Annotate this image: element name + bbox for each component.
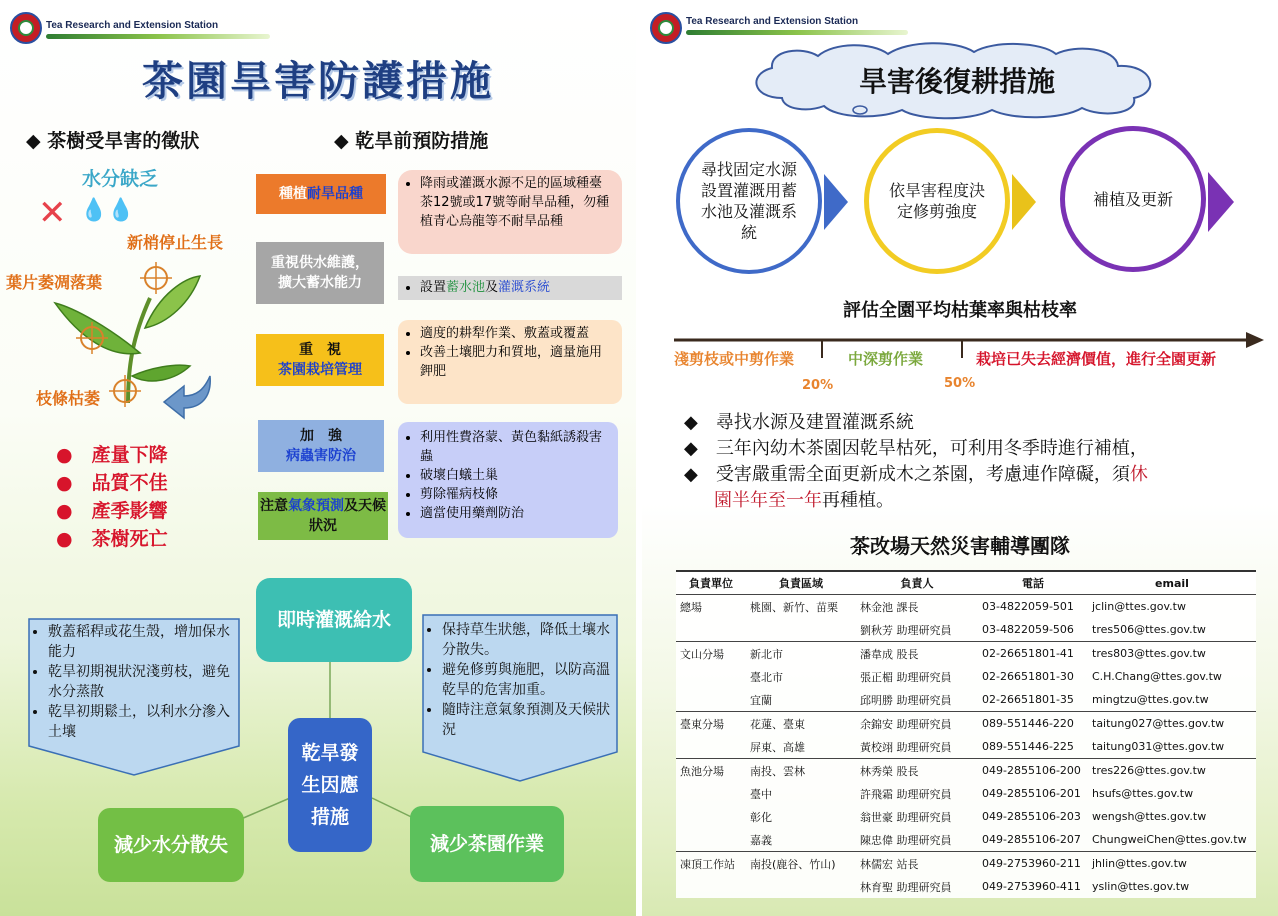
right-title: 旱害後復耕措施 <box>858 65 1055 98</box>
table-row <box>676 828 1256 852</box>
cell-area <box>746 618 856 642</box>
cell-person: 林秀榮 股長 <box>856 759 978 783</box>
cell-person: 邱明勝 助理研究員 <box>860 693 952 707</box>
team-table <box>676 570 1256 898</box>
cell-phone: 049-2855106-203 <box>982 810 1081 823</box>
table-row <box>676 735 1256 759</box>
cell-phone: 02-26651801-30 <box>982 670 1074 683</box>
recovery-bullet-2: ◆ 三年內幼木茶園因乾旱枯死，可利用冬季時進行補植， <box>684 438 1148 459</box>
cell-person: 黃校翊 助理研究員 <box>860 740 952 754</box>
down-arrow-icon <box>160 372 220 424</box>
table-row <box>676 665 1256 688</box>
cell-area: 桃園、新竹、苗栗 <box>750 600 838 614</box>
cell-unit <box>676 875 746 898</box>
team-title: 茶改場天然災害輔導團隊 <box>850 534 1070 558</box>
symptoms-heading: ◆ 茶樹受旱害的徵狀 <box>26 130 200 152</box>
col-area: 負責區域 <box>746 571 856 595</box>
cell-unit: 魚池分場 <box>676 759 746 783</box>
leaf-wilt-label: 葉片萎凋落葉 <box>6 273 103 292</box>
cell-person: 林育聖 助理研究員 <box>860 880 952 894</box>
page-title: 茶園旱害防護措施 <box>142 57 494 105</box>
prevention-heading: ◆ 乾旱前預防措施 <box>334 130 489 152</box>
water-shortage-label: 水分缺乏 <box>82 168 159 190</box>
station-logo-icon <box>10 12 42 44</box>
cell-unit <box>676 665 746 688</box>
prevention-detail-cultivation: • 適度的耕犁作業、敷蓋或覆蓋 • 改善土壤肥力和質地，適量施用鉀肥 <box>398 320 622 404</box>
cell-email[interactable]: taitung031@ttes.gov.tw <box>1092 740 1225 753</box>
cell-person: 張正楣 助理研究員 <box>860 670 952 684</box>
cell-email[interactable]: hsufs@ttes.gov.tw <box>1092 787 1194 800</box>
reduce-work-box: 減少茶園作業 <box>410 806 564 882</box>
recovery-bullet-3: ◆ 受害嚴重需全面更新成木之茶園，考慮連作障礙，須休 <box>684 464 1148 485</box>
cell-person: 劉秋芳 助理研究員 <box>860 623 952 637</box>
process-step-3: 補植及更新 <box>1060 126 1206 272</box>
cell-phone: 02-26651801-35 <box>982 693 1074 706</box>
prevention-label-water-storage: 重視供水維護， 擴大蓄水能力 <box>256 242 384 304</box>
cell-unit <box>676 735 746 759</box>
cell-email[interactable]: ChungweiChen@ttes.gov.tw <box>1092 833 1247 846</box>
cell-person: 余錦安 助理研究員 <box>856 712 978 736</box>
station-name-right: Tea Research and Extension Station <box>686 16 859 27</box>
header-green-bar-right <box>686 30 908 35</box>
cell-area: 屏東、高雄 <box>750 740 805 754</box>
cell-area: 臺北市 <box>750 670 783 684</box>
scale-50-percent: 50% <box>944 376 976 391</box>
station-name: Tea Research and Extension Station <box>46 20 219 31</box>
cell-area: 南投、雲林 <box>746 759 856 783</box>
cell-area: 花蓮、臺東 <box>746 712 856 736</box>
cell-phone: 089-551446-225 <box>982 740 1074 753</box>
cell-phone: 049-2855106-201 <box>982 787 1081 800</box>
cell-unit <box>676 805 746 828</box>
cell-email[interactable]: jhlin@ttes.gov.tw <box>1088 852 1256 876</box>
prevention-detail-pest-control: • 利用性費洛蒙、黃色黏紙誘殺害蟲 • 破壞白蟻土巢 • 剪除罹病枝條 • 適當使用藥劑防治 <box>398 422 618 538</box>
col-person: 負責人 <box>856 571 978 595</box>
recovery-bullet-1: ◆ 尋找水源及建置灌溉系統 <box>684 412 914 433</box>
cell-person: 陳忠偉 助理研究員 <box>860 833 952 847</box>
cell-phone: 089-551446-220 <box>978 712 1088 736</box>
cell-email[interactable]: wengsh@ttes.gov.tw <box>1092 810 1207 823</box>
cell-email[interactable]: C.H.Chang@ttes.gov.tw <box>1092 670 1222 683</box>
cell-phone: 049-2855106-200 <box>978 759 1088 783</box>
cell-unit: 總場 <box>680 600 702 614</box>
cell-unit: 臺東分場 <box>676 712 746 736</box>
cell-person: 許飛霜 助理研究員 <box>860 787 952 801</box>
impact-3: ● 產季影響 <box>56 500 168 522</box>
right-poster <box>642 0 1278 916</box>
water-drops-icon: 💧💧 <box>80 198 135 223</box>
cell-area: 嘉義 <box>750 833 772 847</box>
scale-segment-3: 栽培已失去經濟價值，進行全園更新 <box>976 350 1217 368</box>
irrigate-box: 即時灌溉給水 <box>256 578 412 662</box>
right-callout-text: • 保持草生狀態，降低土壤水分散失。 • 避免修剪與施肥，以防高溫乾旱的危害加重。 • 隨時注意氣象預測及天候狀況 <box>428 620 614 740</box>
table-row <box>676 595 1256 619</box>
cell-phone: 049-2855106-207 <box>982 833 1081 846</box>
reduce-water-loss-box: 減少水分散失 <box>98 808 244 882</box>
cell-email[interactable]: taitung027@ttes.gov.tw <box>1088 712 1256 736</box>
cell-person: 潘韋成 股長 <box>856 642 978 666</box>
cell-email[interactable]: tres506@ttes.gov.tw <box>1092 623 1206 636</box>
cell-unit <box>676 782 746 805</box>
cell-phone: 049-2753960-411 <box>982 880 1081 893</box>
cell-person: 林儒宏 站長 <box>856 852 978 876</box>
evaluate-label: 評估全園平均枯葉率與枯枝率 <box>843 300 1077 321</box>
scale-segment-2: 中深剪作業 <box>848 350 924 368</box>
cell-phone: 03-4822059-506 <box>982 623 1074 636</box>
recovery-bullet-3-cont: 園半年至一年再種植。 <box>714 490 894 511</box>
cross-icon: ✕ <box>38 193 67 233</box>
table-row <box>676 618 1256 642</box>
cell-email[interactable]: tres803@ttes.gov.tw <box>1088 642 1256 666</box>
prevention-detail-drought-variety: • 降雨或灌溉水源不足的區域種臺茶12號或17號等耐旱品種，勿種植青心烏龍等不耐旱品種 <box>398 170 622 254</box>
col-email: email <box>1088 571 1256 595</box>
cell-email[interactable]: yslin@ttes.gov.tw <box>1092 880 1190 893</box>
process-step-2: 依旱害程度決定修剪強度 <box>864 128 1010 274</box>
table-row <box>676 759 1256 783</box>
table-row <box>676 688 1256 712</box>
prevention-label-cultivation: 重 視 茶園栽培管理 <box>256 334 384 386</box>
response-center-box: 乾旱發生因應措施 <box>288 718 372 852</box>
cell-unit: 凍頂工作站 <box>676 852 746 876</box>
prevention-label-weather: 注意氣象預測及天候狀況 <box>258 492 388 540</box>
table-row <box>676 712 1256 736</box>
shoot-stop-label: 新梢停止生長 <box>127 233 224 252</box>
cell-area: 新北市 <box>746 642 856 666</box>
prevention-detail-water-storage: • 設置蓄水池及灌溉系統 <box>398 276 622 300</box>
left-poster <box>0 0 636 916</box>
process-step-1: 尋找固定水源設置灌溉用蓄水池及灌溉系統 <box>676 128 822 274</box>
branch-wither-label: 枝條枯萎 <box>36 389 101 408</box>
cell-area <box>746 875 856 898</box>
table-row <box>676 875 1256 898</box>
cell-unit <box>676 618 746 642</box>
cell-person: 林金池 課長 <box>860 600 919 614</box>
scale-segment-1: 淺剪枝或中剪作業 <box>674 350 795 368</box>
header-green-bar <box>46 34 270 39</box>
cell-email[interactable]: mingtzu@ttes.gov.tw <box>1092 693 1209 706</box>
table-row <box>676 852 1256 876</box>
station-logo-icon-right <box>650 12 682 44</box>
cell-email[interactable]: tres226@ttes.gov.tw <box>1088 759 1256 783</box>
impact-1: ● 產量下降 <box>56 444 168 466</box>
cell-person: 翁世豪 助理研究員 <box>860 810 952 824</box>
cell-phone: 03-4822059-501 <box>982 600 1074 613</box>
col-unit: 負責單位 <box>676 571 746 595</box>
cell-area: 宜蘭 <box>750 693 772 707</box>
prevention-label-pest-control: 加 強 病蟲害防治 <box>258 420 384 472</box>
cell-area: 臺中 <box>750 787 772 801</box>
cell-phone: 049-2753960-211 <box>978 852 1088 876</box>
table-row <box>676 805 1256 828</box>
impact-2: ● 品質不佳 <box>56 472 168 494</box>
team-table-body <box>676 595 1256 899</box>
cell-phone: 02-26651801-41 <box>978 642 1088 666</box>
table-row <box>676 642 1256 666</box>
cell-email[interactable]: jclin@ttes.gov.tw <box>1092 600 1186 613</box>
cell-area: 彰化 <box>750 810 772 824</box>
col-phone: 電話 <box>978 571 1088 595</box>
left-callout-text: • 敷蓋稻稈或花生殼，增加保水能力 • 乾旱初期視狀況淺剪枝，避免水分蒸散 • 乾旱初期鬆土，以利水分滲入土壤 <box>34 622 236 742</box>
impact-4: ● 茶樹死亡 <box>56 528 168 550</box>
table-row <box>676 782 1256 805</box>
cell-unit <box>676 688 746 712</box>
cell-area: 南投(鹿谷、竹山) <box>746 852 856 876</box>
cell-unit: 文山分場 <box>676 642 746 666</box>
prevention-label-drought-variety: 種植耐旱品種 <box>256 174 386 214</box>
scale-20-percent: 20% <box>802 378 834 393</box>
cell-unit <box>676 828 746 852</box>
